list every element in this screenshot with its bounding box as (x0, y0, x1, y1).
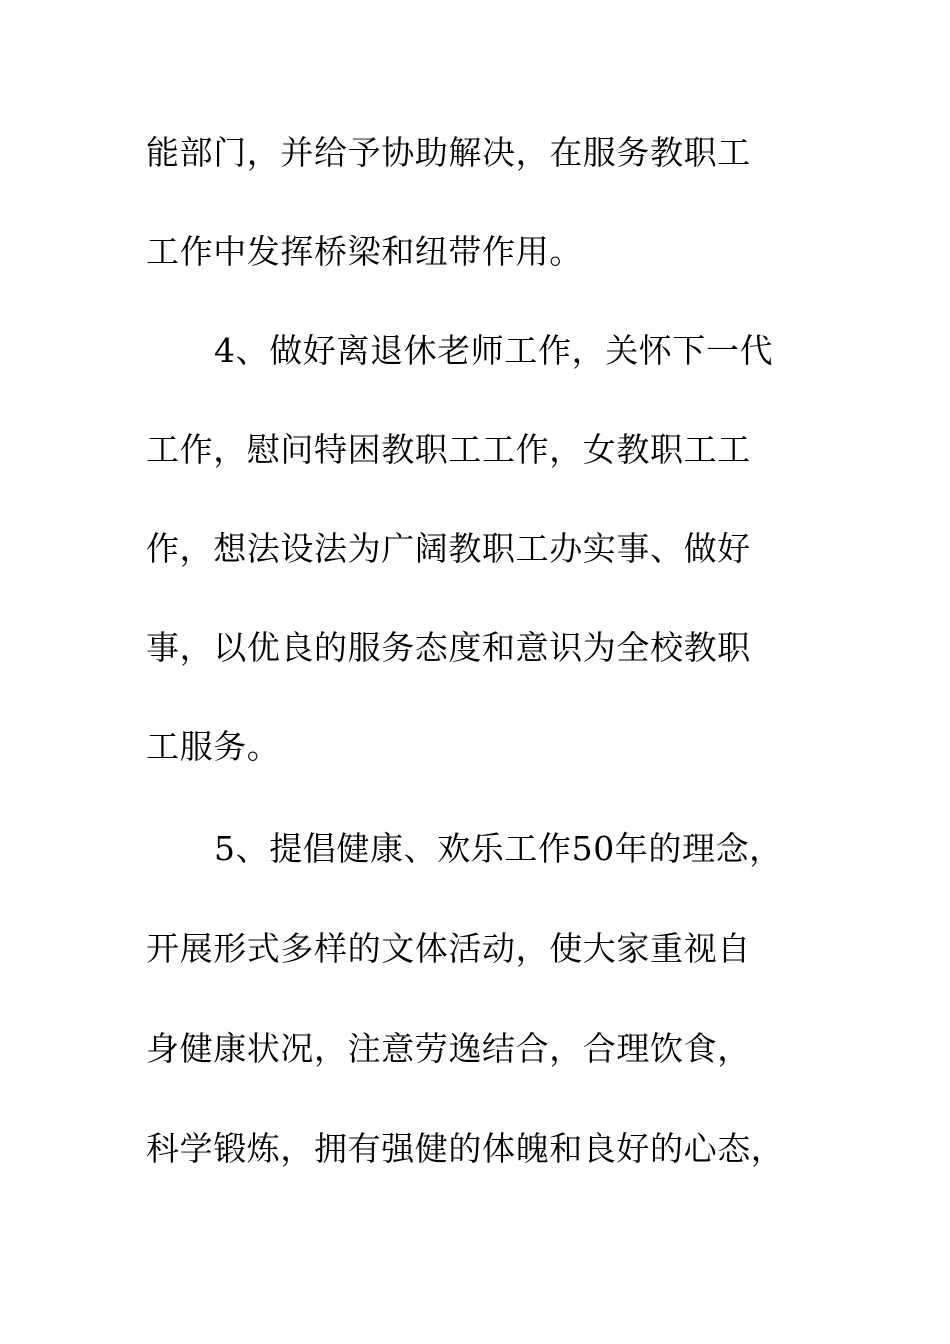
text-line: 工服务。 (146, 727, 281, 766)
text-line: 能部门，并给予协助解决，在服务教职工 (146, 133, 751, 172)
text-line: 作，想法设法为广阔教职工办实事、做好 (146, 529, 751, 568)
text-line: 事，以优良的服务态度和意识为全校教职 (146, 628, 751, 667)
paragraph-4-start: 4、做好离退休老师工作，关怀下一代 (214, 331, 774, 370)
paragraph-5-start: 5、提倡健康、欢乐工作50年的理念， (214, 829, 783, 868)
text-line: 工作中发挥桥梁和纽带作用。 (146, 232, 583, 271)
text-line: 身健康状况，注意劳逸结合，合理饮食， (146, 1029, 751, 1068)
text-line: 工作，慰问特困教职工工作，女教职工工 (146, 430, 751, 469)
text-line: 科学锻炼，拥有强健的体魄和良好的心态， (146, 1129, 785, 1168)
text-line: 开展形式多样的文体活动，使大家重视自 (146, 929, 751, 968)
